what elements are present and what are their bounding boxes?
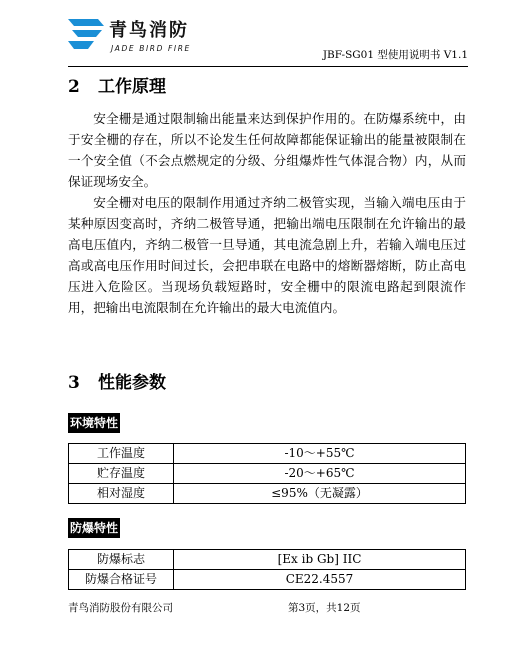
paragraph: 安全栅是通过限制输出能量来达到保护作用的。在防爆系统中，由于安全栅的存在，所以不论发生任何故障都能保证输出的能量被限制在一个安全值（不会点燃规定的分级、分组爆炸性气体混合物）内，从而保证现场安全。 <box>68 111 466 189</box>
document-title: JBF-SG01 型使用说明书 V1.1 <box>322 49 468 61</box>
param-value: -20～+65℃ <box>174 464 466 484</box>
param-name: 贮存温度 <box>69 464 174 484</box>
param-value: -10～+55℃ <box>174 444 466 464</box>
section-2-heading <box>68 76 166 98</box>
company-logo <box>68 16 218 60</box>
jade-bird-logo-icon <box>68 19 104 49</box>
page-footer <box>68 600 466 622</box>
footer-page-number: 第3页，共12页 <box>288 602 361 614</box>
section-title: 工作原理 <box>98 77 166 97</box>
table-row <box>69 464 466 484</box>
paragraph: 安全栅对电压的限制作用通过齐纳二极管实现，当输入端电压由于某种原因变高时，齐纳二极管导通，把输出端电压限制在允许输出的最高电压值内，齐纳二极管一旦导通，其电流急剧上升，若输入端电压过高或高电压作用时间过长，会把串联在电路中的熔断器熔断，防止高电压进入危险区。当现场负载短路时，安全栅中的限流电路起到限流作用，把输出电流限制在允许输出的最大电流值内。 <box>68 195 466 315</box>
param-name: 工作温度 <box>69 444 174 464</box>
environment-label: 环境特性 <box>68 413 120 433</box>
footer-company: 青鸟消防股份有限公司 <box>68 602 173 614</box>
section-title: 性能参数 <box>98 373 166 393</box>
logo-chinese-text: 青鸟消防 <box>109 20 189 41</box>
param-value: CE22.4557 <box>174 570 466 590</box>
param-name: 防爆合格证号 <box>69 570 174 590</box>
section-number: 2 <box>68 77 80 97</box>
table-row <box>69 444 466 464</box>
param-name: 相对湿度 <box>69 484 174 504</box>
param-value: ≤95%（无凝露） <box>174 484 466 504</box>
explosion-proof-table <box>68 549 466 590</box>
param-name: 防爆标志 <box>69 550 174 570</box>
page-header <box>68 14 468 67</box>
table-row <box>69 570 466 590</box>
environment-table <box>68 443 466 504</box>
table-row <box>69 550 466 570</box>
section-number: 3 <box>68 373 80 393</box>
section-3-heading <box>68 372 166 394</box>
logo-english-text: JADE BIRD FIRE <box>111 44 191 53</box>
param-value: [Ex ib Gb] IIC <box>174 550 466 570</box>
table-row <box>69 484 466 504</box>
explosion-proof-label: 防爆特性 <box>68 518 120 538</box>
